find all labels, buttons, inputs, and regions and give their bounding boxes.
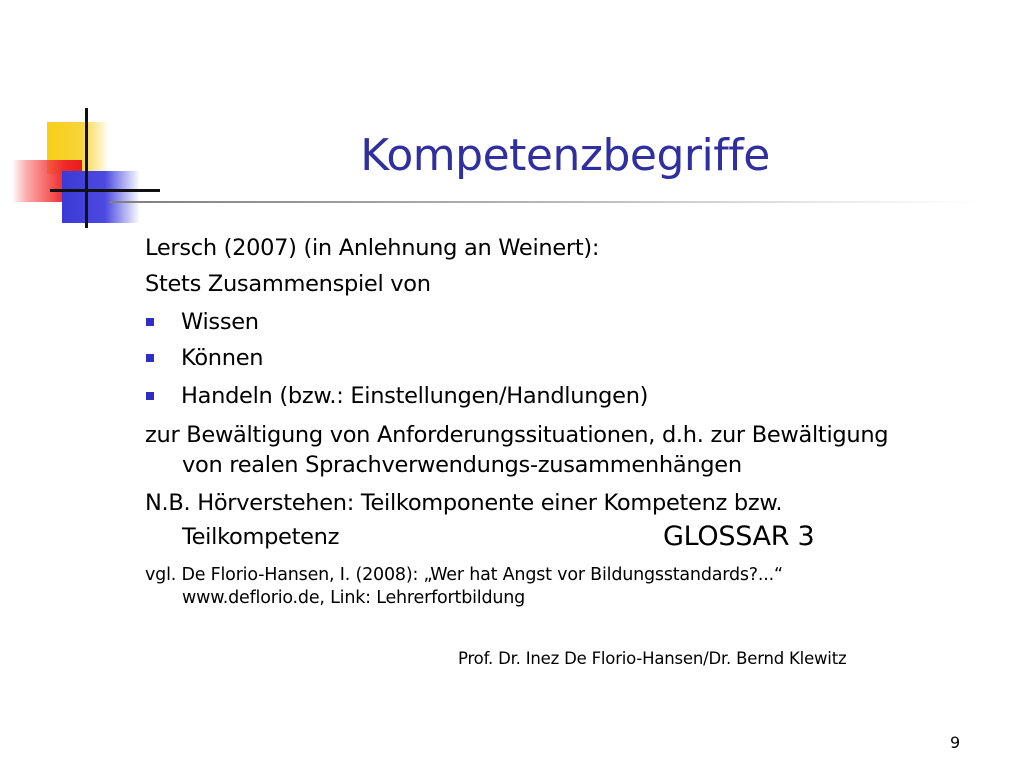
- purpose-line-2: von realen Sprachverwendungs-zusammenhängen: [182, 452, 742, 478]
- bullet-label: Wissen: [181, 309, 259, 335]
- reference-line-2: www.deflorio.de, Link: Lehrerfortbildung: [182, 588, 526, 608]
- author-credit: Prof. Dr. Inez De Florio-Hansen/Dr. Bernd Klewitz: [458, 649, 847, 668]
- intro-line-1: Lersch (2007) (in Anlehnung an Weinert):: [145, 235, 600, 261]
- glossar-label: GLOSSAR 3: [663, 521, 815, 552]
- horizontal-line: [50, 189, 160, 192]
- bullet-item-koennen: [145, 343, 263, 373]
- title-divider: [110, 201, 980, 203]
- blue-square: [62, 171, 140, 223]
- bullet-label: Handeln (bzw.: Einstellungen/Handlungen): [181, 383, 649, 409]
- square-bullet-icon: [146, 318, 154, 326]
- square-bullet-icon: [146, 354, 154, 362]
- reference-line-1: vgl. De Florio-Hansen, I. (2008): „Wer hat Angst vor Bildungsstandards?...“: [145, 565, 783, 585]
- bullet-label: Können: [181, 345, 264, 371]
- bullet-item-wissen: [145, 307, 259, 337]
- bullet-item-handeln: [145, 381, 648, 411]
- purpose-line-1: zur Bewältigung von Anforderungssituationen, d.h. zur Bewältigung: [145, 422, 889, 448]
- note-line-2: Teilkompetenz: [182, 524, 340, 550]
- square-bullet-icon: [146, 392, 154, 400]
- intro-line-2: Stets Zusammenspiel von: [145, 271, 431, 297]
- slide-title: Kompetenzbegriffe: [360, 130, 770, 181]
- note-line-1: N.B. Hörverstehen: Teilkomponente einer Kompetenz bzw.: [145, 490, 783, 516]
- page-number: 9: [950, 733, 961, 752]
